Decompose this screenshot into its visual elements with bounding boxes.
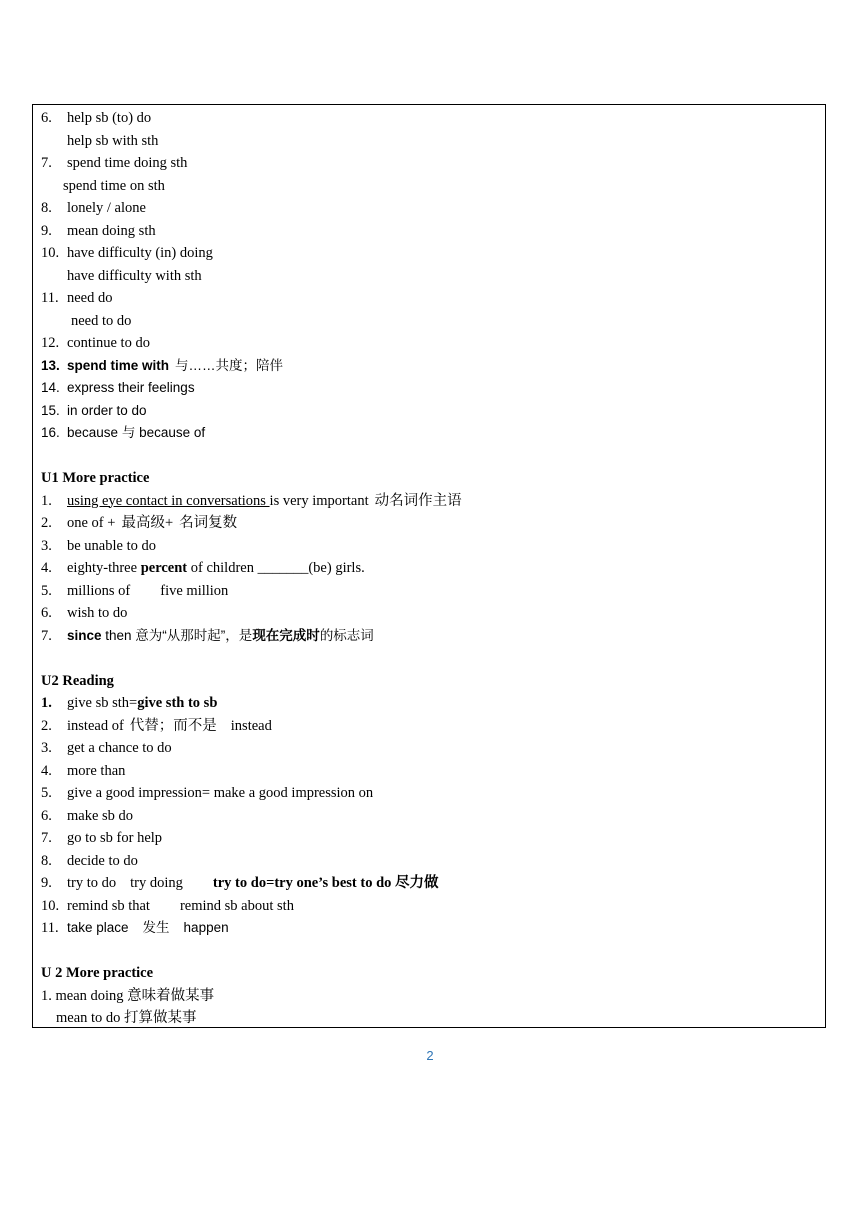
list-item: 8. lonely / alone	[41, 200, 146, 216]
list-item: 1. give sb sth=give sth to sb	[41, 695, 218, 711]
list-item: 10. remind sb that remind sb about sth	[41, 897, 294, 914]
list-item: 7. since then 意为“从那时起”，是现在完成时的标志词	[41, 627, 374, 644]
list-item: 5. millions of five million	[41, 582, 229, 599]
list-item: 16. because 与 because of	[41, 425, 206, 440]
list-item: 12. continue to do	[41, 335, 150, 351]
list-item: 4. eighty-three percent of children _______(be) girls.	[41, 560, 365, 576]
list-item: 7. go to sb for help	[41, 830, 163, 846]
section-heading: U1 More practice	[41, 470, 150, 486]
list-item-sub: spend time on sth	[63, 177, 165, 194]
list-item: 6. wish to do	[41, 605, 128, 621]
list-item: 13. spend time with 与……共度；陪伴	[41, 357, 284, 373]
blank-line	[41, 445, 817, 468]
list-item: 15. in order to do	[41, 402, 147, 418]
section-heading: U 2 More practice	[41, 965, 154, 981]
list-item: 2. one of + 最高级+ 名词复数	[41, 515, 238, 531]
list-item: 9. try to do try doing try to do=try one’s best to do 尽力做	[41, 875, 439, 891]
list-item-sub: mean to do 打算做某事	[56, 1010, 197, 1026]
list-item-sub: have difficulty with sth	[67, 267, 202, 284]
list-item: 1. mean doing 意味着做某事	[41, 987, 215, 1004]
list-item: 9. mean doing sth	[41, 222, 156, 239]
list-item: 6. make sb do	[41, 807, 134, 824]
notes-table-cell	[32, 104, 826, 1028]
list-item: 2. instead of 代替；而不是 instead	[41, 717, 272, 734]
page-number: 2	[426, 1048, 434, 1063]
blank-line	[41, 647, 817, 670]
list-item: 3. get a chance to do	[41, 740, 172, 756]
list-item: 3. be unable to do	[41, 537, 156, 554]
list-item: 4. more than	[41, 762, 126, 779]
blank-line	[41, 940, 817, 963]
list-item: 7. spend time doing sth	[41, 155, 188, 171]
list-item: 10. have difficulty (in) doing	[41, 245, 213, 261]
list-item-sub: need to do	[71, 312, 132, 329]
list-item: 6. help sb (to) do	[41, 110, 152, 126]
list-item-sub: help sb with sth	[67, 132, 159, 149]
list-item: 8. decide to do	[41, 852, 138, 869]
list-item: 1. using eye contact in conversations is very important 动名词作主语	[41, 492, 462, 509]
list-item: 5. give a good impression= make a good impression on	[41, 785, 374, 801]
notes-content	[41, 107, 817, 1030]
section-heading: U2 Reading	[41, 672, 114, 689]
list-item: 11. need do	[41, 290, 113, 306]
list-item: 14. express their feelings	[41, 380, 195, 395]
list-item: 11. take place 发生 happen	[41, 920, 229, 936]
